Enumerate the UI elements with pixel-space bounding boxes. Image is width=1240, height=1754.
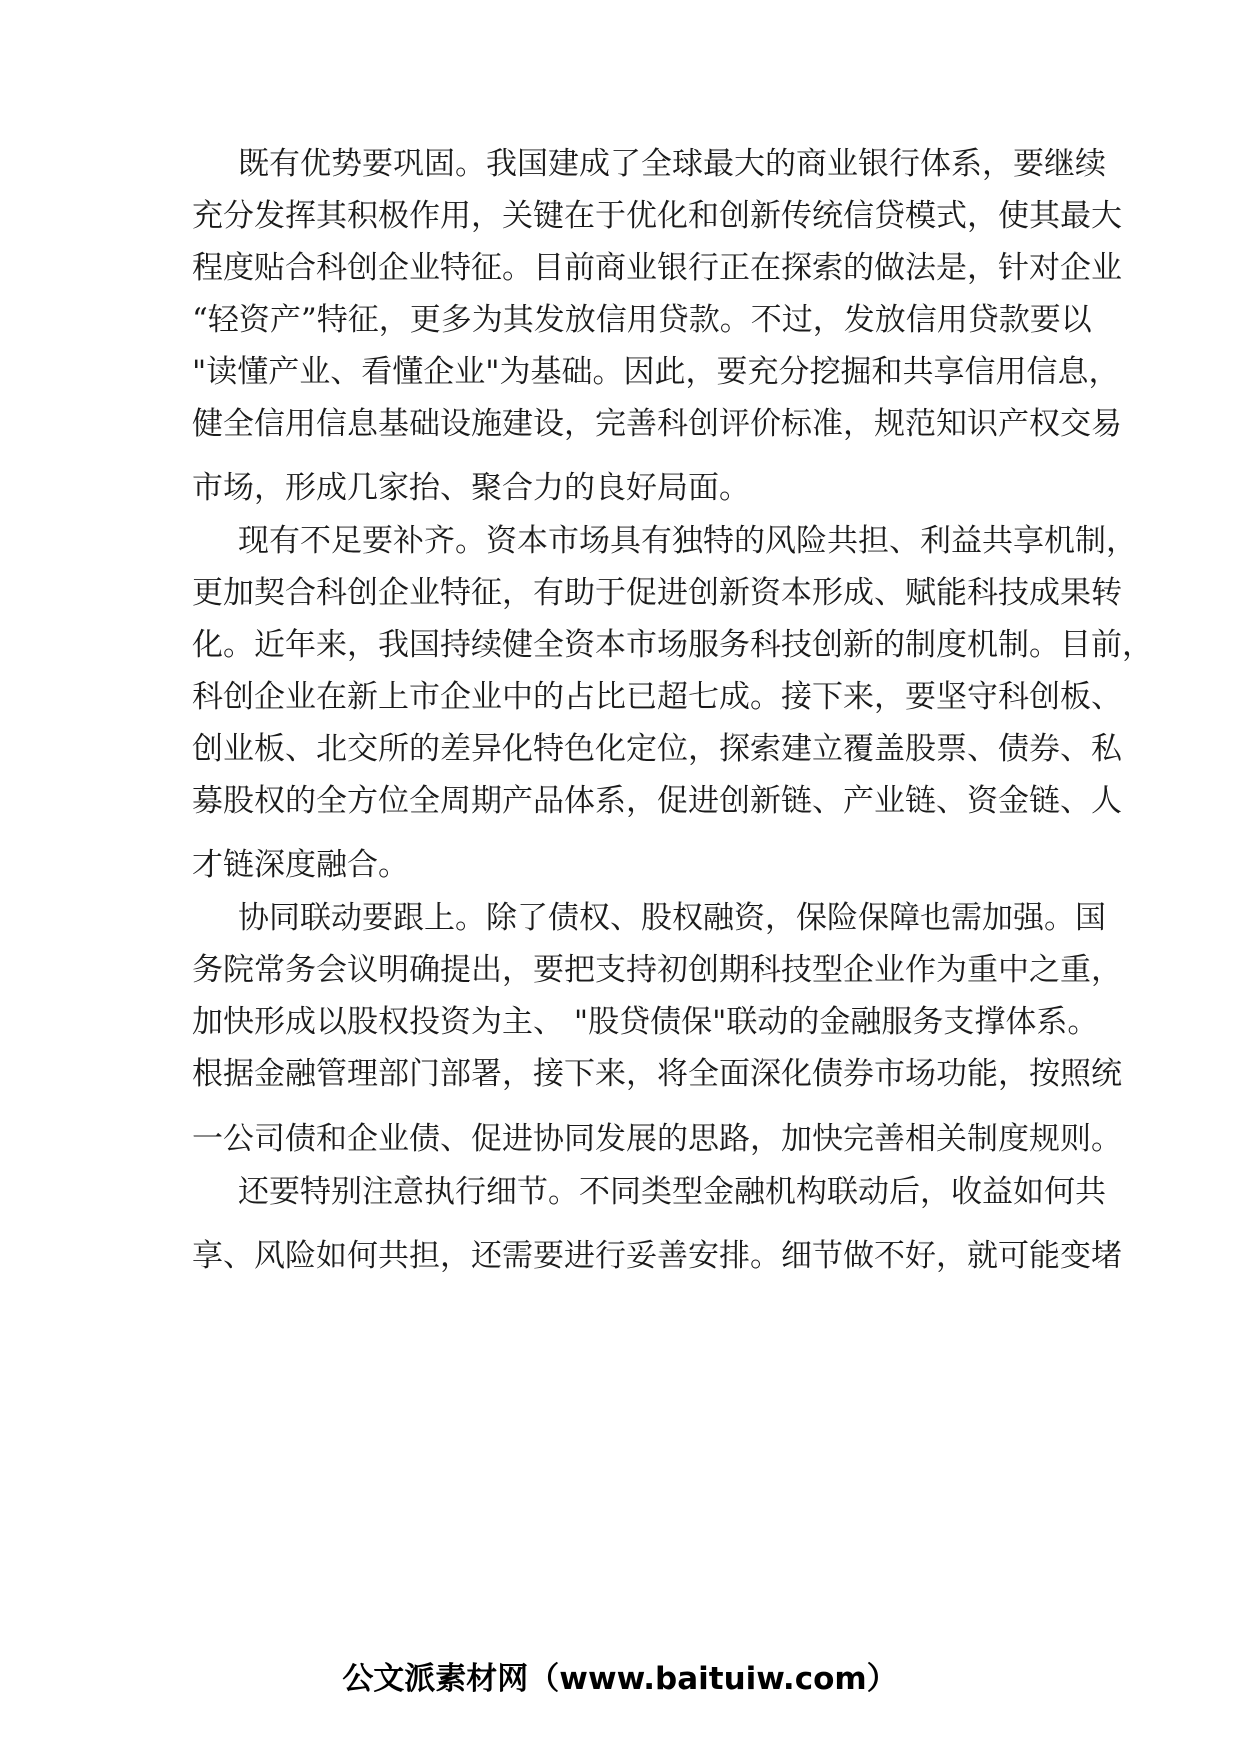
paragraph-2-line-2: 更加契合科创企业特征，有助于促进创新资本形成、赋能科技成果转 (192, 575, 1122, 611)
paragraph-2-line-4: 科创企业在新上市企业中的占比已超七成。接下来，要坚守科创板、 (192, 679, 1122, 715)
paragraph-3-line-1: 协同联动要跟上。除了债权、股权融资，保险保障也需加强。国 (238, 900, 1106, 936)
paragraph-3-line-2: 务院常务会议明确提出，要把支持初创期科技型企业作为重中之重， (192, 952, 1122, 988)
paragraph-1-line-6: 健全信用信息基础设施建设，完善科创评价标准，规范知识产权交易 (192, 406, 1122, 442)
footer-watermark-text: 公文派素材网（www.baituiw.com） (342, 1661, 898, 1697)
paragraph-1-line-5: "读懂产业、看懂企业"为基础。因此，要充分挖掘和共享信用信息， (192, 354, 1120, 390)
paragraph-1-line-2: 充分发挥其积极作用，关键在于优化和创新传统信贷模式，使其最大 (192, 198, 1122, 234)
paragraph-3-line-3: 加快形成以股权投资为主、 "股贷债保"联动的金融服务支撑体系。 (192, 1004, 1099, 1040)
paragraph-1-line-1: 既有优势要巩固。我国建成了全球最大的商业银行体系，要继续 (238, 146, 1106, 182)
paragraph-2-line-6: 募股权的全方位全周期产品体系，促进创新链、产业链、资金链、人 (192, 783, 1122, 819)
paragraph-3-line-4: 根据金融管理部门部署，接下来，将全面深化债券市场功能，按照统 (192, 1056, 1122, 1092)
paragraph-2-line-7: 才链深度融合。 (192, 847, 409, 883)
paragraph-1-line-3: 程度贴合科创企业特征。目前商业银行正在探索的做法是，针对企业 (192, 250, 1122, 286)
paragraph-1-line-4: “轻资产”特征，更多为其发放信用贷款。不过，发放信用贷款要以 (192, 302, 1092, 338)
paragraph-2-line-5: 创业板、北交所的差异化特色化定位，探索建立覆盖股票、债券、私 (192, 731, 1122, 767)
paragraph-3-line-5: 一公司债和企业债、促进协同发展的思路，加快完善相关制度规则。 (192, 1121, 1122, 1157)
paragraph-4-line-2: 享、风险如何共担，还需要进行妥善安排。细节做不好，就可能变堵 (192, 1238, 1122, 1274)
paragraph-2-line-1: 现有不足要补齐。资本市场具有独特的风险共担、利益共享机制， (238, 523, 1137, 559)
paragraph-4-line-1: 还要特别注意执行细节。不同类型金融机构联动后，收益如何共 (238, 1174, 1106, 1210)
paragraph-1-line-7: 市场，形成几家抬、聚合力的良好局面。 (192, 470, 750, 506)
paragraph-2-line-3: 化。近年来，我国持续健全资本市场服务科技创新的制度机制。目前， (192, 627, 1153, 663)
